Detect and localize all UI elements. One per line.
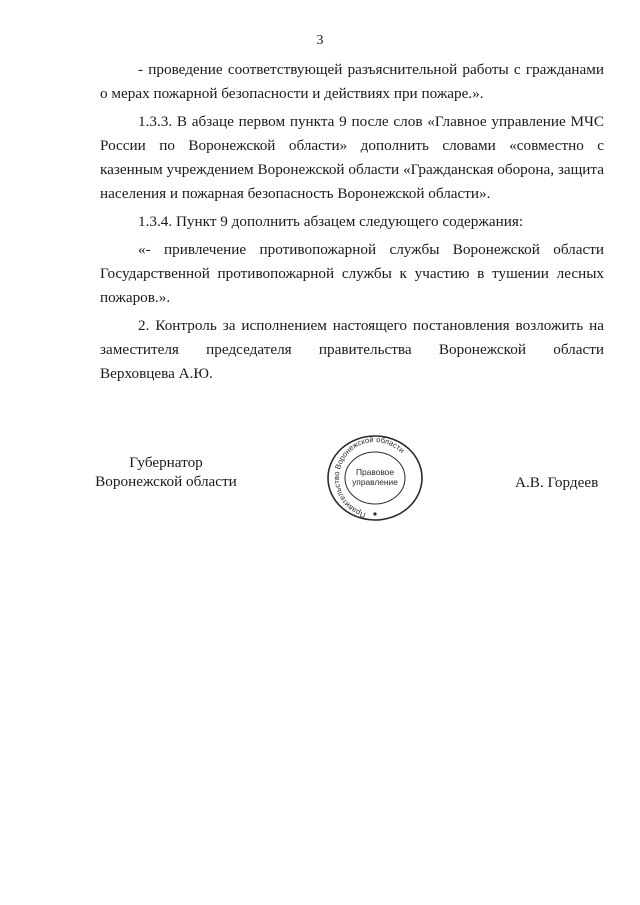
p1-line1: - проведение соответствующей разъяснительной работы с гражданами [138, 61, 604, 78]
signatory-title [86, 453, 246, 491]
p2-line1: 1.3.3. В абзаце первом пункта 9 после слов «Главное управление МЧС [138, 113, 604, 130]
p4-line1: «- привлечение противопожарной службы Воронежской области [138, 241, 604, 258]
p4-line2: Государственной противопожарной службы к участию в тушении лесных [100, 265, 604, 282]
p5-line2: заместителя председателя правительства Воронежской области [100, 341, 604, 358]
stamp-center-line2: управление [352, 477, 398, 487]
p2-line2: России по Воронежской области» дополнить словами «совместно с [100, 137, 604, 154]
p4-line3: пожаров.». [100, 289, 171, 306]
p3-line1: 1.3.4. Пункт 9 дополнить абзацем следующего содержания: [138, 213, 524, 230]
p1-line2: о мерах пожарной безопасности и действиях при пожаре.». [100, 85, 484, 102]
page-number: 3 [316, 33, 324, 48]
p2-line3: казенным учреждением Воронежской области «Гражданская оборона, защита [100, 161, 604, 178]
signatory-title-line2: Воронежской области [95, 473, 237, 490]
stamp-ring-text: Правительство Воронежской области [332, 434, 407, 520]
stamp-center-line1: Правовое [355, 467, 395, 477]
official-stamp [324, 434, 426, 524]
signatory-name: А.В. Гордеев [515, 474, 599, 491]
p2-line4: населения и пожарная безопасность Воронежской области». [100, 185, 491, 202]
stamp-dot [373, 512, 376, 515]
p5-line1: 2. Контроль за исполнением настоящего постановления возложить на [138, 317, 604, 334]
p5-line3: Верховцева А.Ю. [100, 365, 213, 382]
signatory-title-line1: Губернатор [129, 454, 203, 471]
